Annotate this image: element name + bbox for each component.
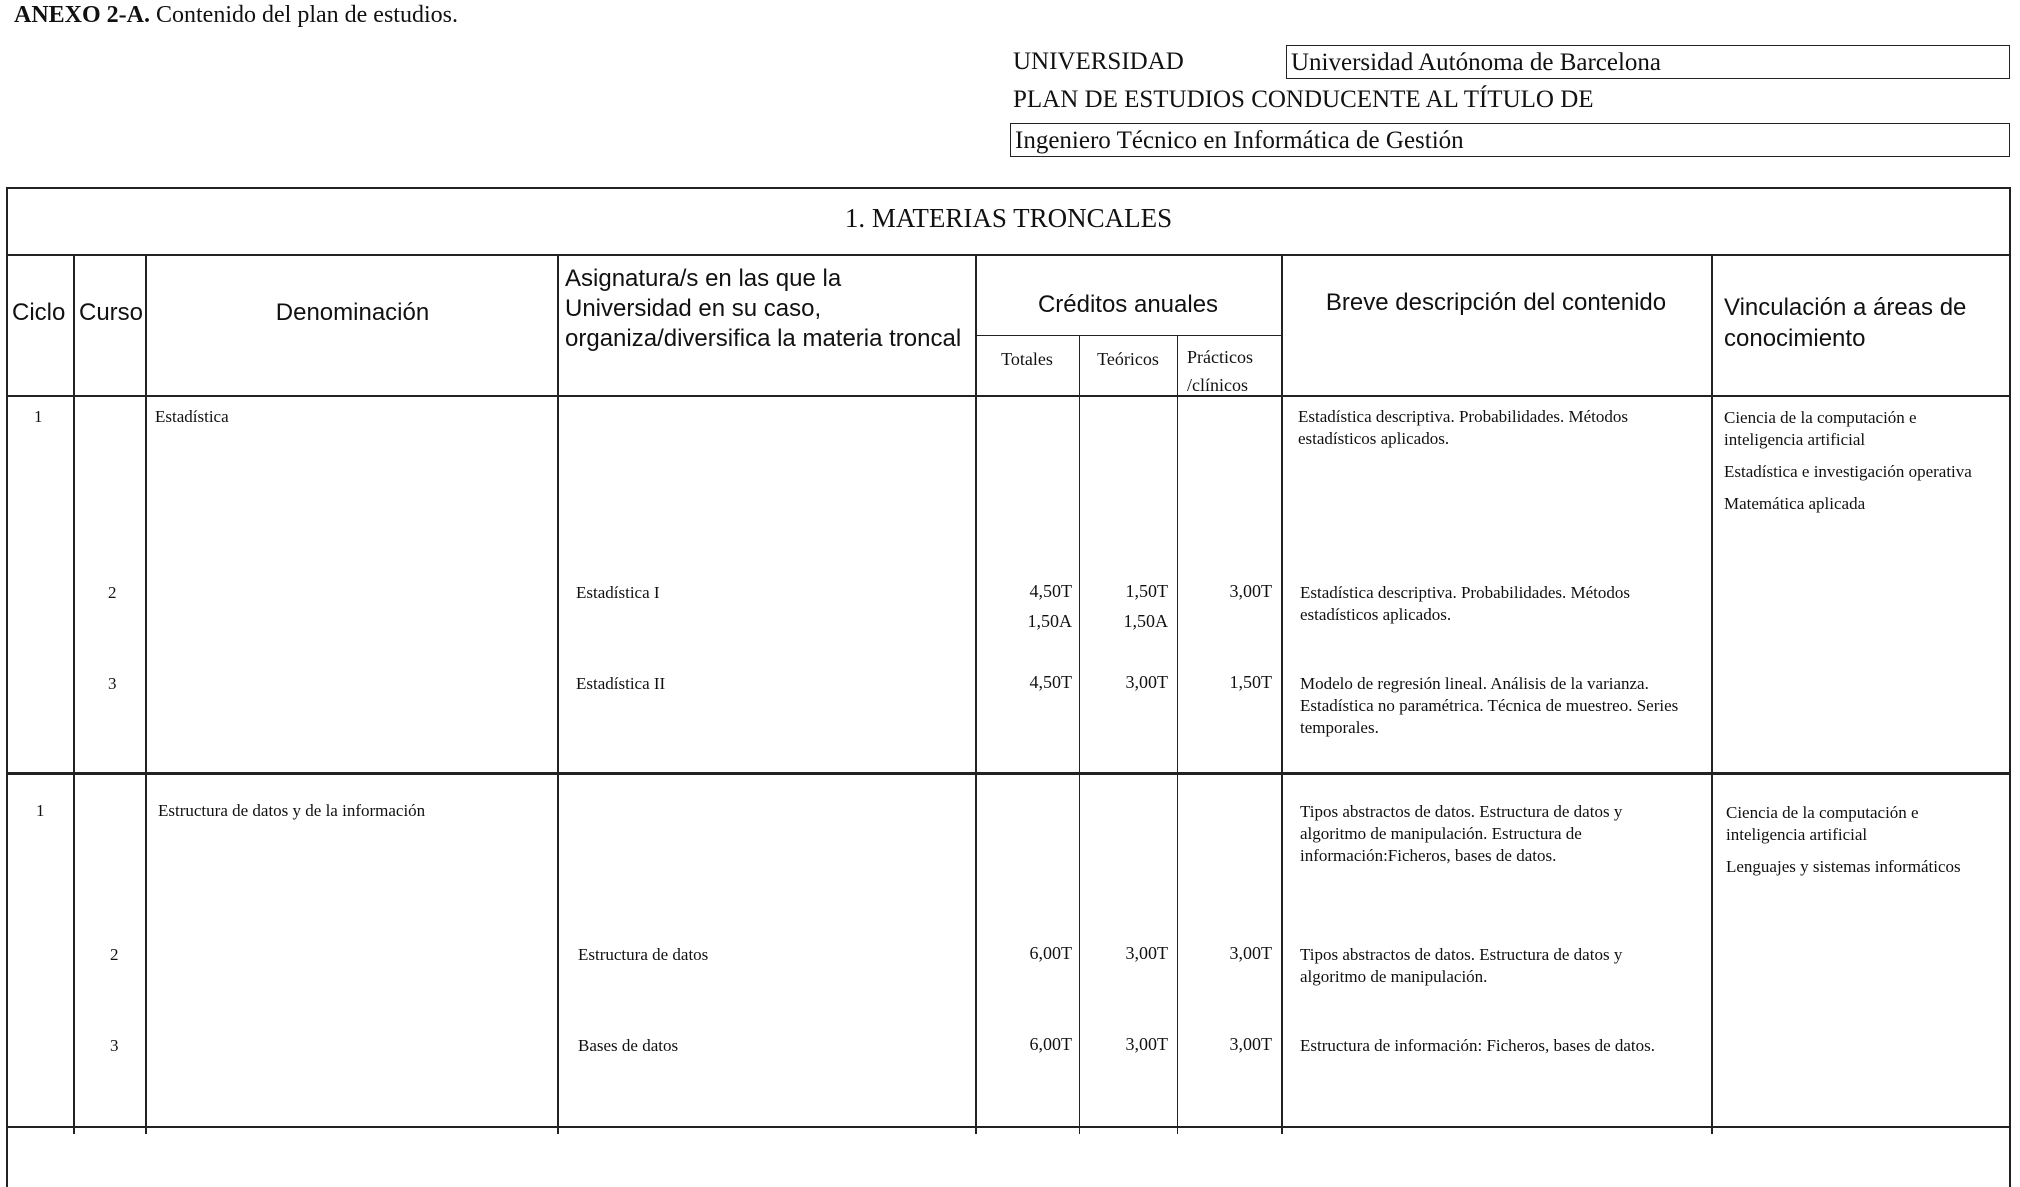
ciclo-value: 1 xyxy=(34,407,43,426)
teoricos-value: 3,00T xyxy=(1125,672,1168,692)
asignatura-value: Estadística I xyxy=(576,583,660,602)
teoricos-value: 3,00T xyxy=(1125,943,1168,963)
header-practicos: Prácticos /clínicos xyxy=(1187,347,1253,395)
header-descripcion: Breve descripción del contenido xyxy=(1325,289,1667,316)
col-rule-curso xyxy=(145,254,147,1134)
totales-value: 4,50T xyxy=(1029,672,1072,692)
header-ciclo: Ciclo xyxy=(12,299,66,326)
asignatura-value: Estructura de datos xyxy=(578,945,709,964)
totales-value-2: 1,50A xyxy=(1027,611,1072,631)
header-vinculacion: Vinculación a áreas de conocimiento xyxy=(1724,294,1967,352)
header-totales: Totales xyxy=(1001,349,1053,369)
teoricos-value: 3,00T xyxy=(1125,1034,1168,1054)
totales-value: 6,00T xyxy=(1029,1034,1072,1054)
areas-list xyxy=(1724,407,1989,525)
col-rule-descripcion xyxy=(1711,254,1713,1134)
area-item: Estadística e investigación operativa xyxy=(1724,462,1972,481)
totales-value: 4,50T xyxy=(1029,581,1072,601)
header-curso: Curso xyxy=(79,299,144,326)
descripcion-value: Modelo de regresión lineal. Análisis de la varianza. Estadística no paramétrica. Técnica de muestreo. Series temporales. xyxy=(1300,674,1679,737)
descripcion-value: Estadística descriptiva. Probabilidades. Métodos estadísticos aplicados. xyxy=(1300,583,1631,624)
descripcion-value: Tipos abstractos de datos. Estructura de datos y algoritmo de manipulación. Estructura de información:Ficheros, bases de datos. xyxy=(1300,802,1623,865)
asignatura-value: Estadística II xyxy=(576,674,666,693)
denominacion-value: Estadística xyxy=(155,407,229,426)
teoricos-value: 1,50T xyxy=(1125,581,1168,601)
header-teoricos: Teóricos xyxy=(1097,349,1159,369)
rule-creditos-sub xyxy=(975,335,1281,336)
area-item: Ciencia de la computación e inteligencia artificial xyxy=(1726,803,1919,844)
header-creditos: Créditos anuales xyxy=(1037,291,1219,318)
header-denominacion: Denominación xyxy=(275,299,430,326)
ciclo-value: 1 xyxy=(36,801,45,820)
col-rule-totales xyxy=(1079,335,1080,1134)
practicos-value: 3,00T xyxy=(1229,943,1272,963)
rule-block-separator-2 xyxy=(8,773,2009,775)
col-rule-teoricos xyxy=(1177,335,1178,1134)
curso-value: 3 xyxy=(110,1036,119,1055)
annex-title xyxy=(14,2,458,29)
teoricos-value-2: 1,50A xyxy=(1123,611,1168,631)
plan-label: PLAN DE ESTUDIOS CONDUCENTE AL TÍTULO DE xyxy=(1013,86,1594,113)
descripcion-value: Estadística descriptiva. Probabilidades. Métodos estadísticos aplicados. xyxy=(1298,407,1629,448)
descripcion-value: Estructura de información: Ficheros, bases de datos. xyxy=(1300,1036,1656,1055)
curso-value: 2 xyxy=(108,583,117,602)
universidad-label: UNIVERSIDAD xyxy=(1013,48,1184,75)
curso-value: 3 xyxy=(108,674,117,693)
practicos-value: 3,00T xyxy=(1229,581,1272,601)
materias-troncales-table xyxy=(6,187,2011,1187)
areas-list xyxy=(1726,802,1991,888)
descripcion-value: Tipos abstractos de datos. Estructura de datos y algoritmo de manipulación. xyxy=(1300,945,1623,986)
asignatura-value: Bases de datos xyxy=(578,1036,679,1055)
col-rule-asignatura xyxy=(975,254,977,1134)
universidad-field: Universidad Autónoma de Barcelona xyxy=(1286,45,2010,79)
denominacion-value: Estructura de datos y de la información xyxy=(158,801,426,820)
col-rule-denominacion xyxy=(557,254,559,1134)
rule-below-header xyxy=(8,395,2009,397)
annex-number: ANEXO 2-A. xyxy=(14,2,150,28)
titulo-field: Ingeniero Técnico en Informática de Gestión xyxy=(1010,123,2010,157)
col-rule-creditos xyxy=(1281,254,1283,1134)
area-item: Ciencia de la computación e inteligencia artificial xyxy=(1724,408,1917,449)
annex-subtitle: Contenido del plan de estudios. xyxy=(150,2,458,28)
col-rule-ciclo xyxy=(73,254,75,1134)
practicos-value: 3,00T xyxy=(1229,1034,1272,1054)
rule-below-title xyxy=(8,254,2009,256)
section-title: 1. MATERIAS TRONCALES xyxy=(844,203,1173,233)
rule-bottom xyxy=(8,1126,2009,1128)
practicos-value: 1,50T xyxy=(1229,672,1272,692)
curso-value: 2 xyxy=(110,945,119,964)
totales-value: 6,00T xyxy=(1029,943,1072,963)
area-item: Matemática aplicada xyxy=(1724,494,1866,513)
area-item: Lenguajes y sistemas informáticos xyxy=(1726,857,1961,876)
header-asignaturas: Asignatura/s en las que la Universidad en su caso, organiza/diversifica la materia troncal xyxy=(565,265,962,352)
